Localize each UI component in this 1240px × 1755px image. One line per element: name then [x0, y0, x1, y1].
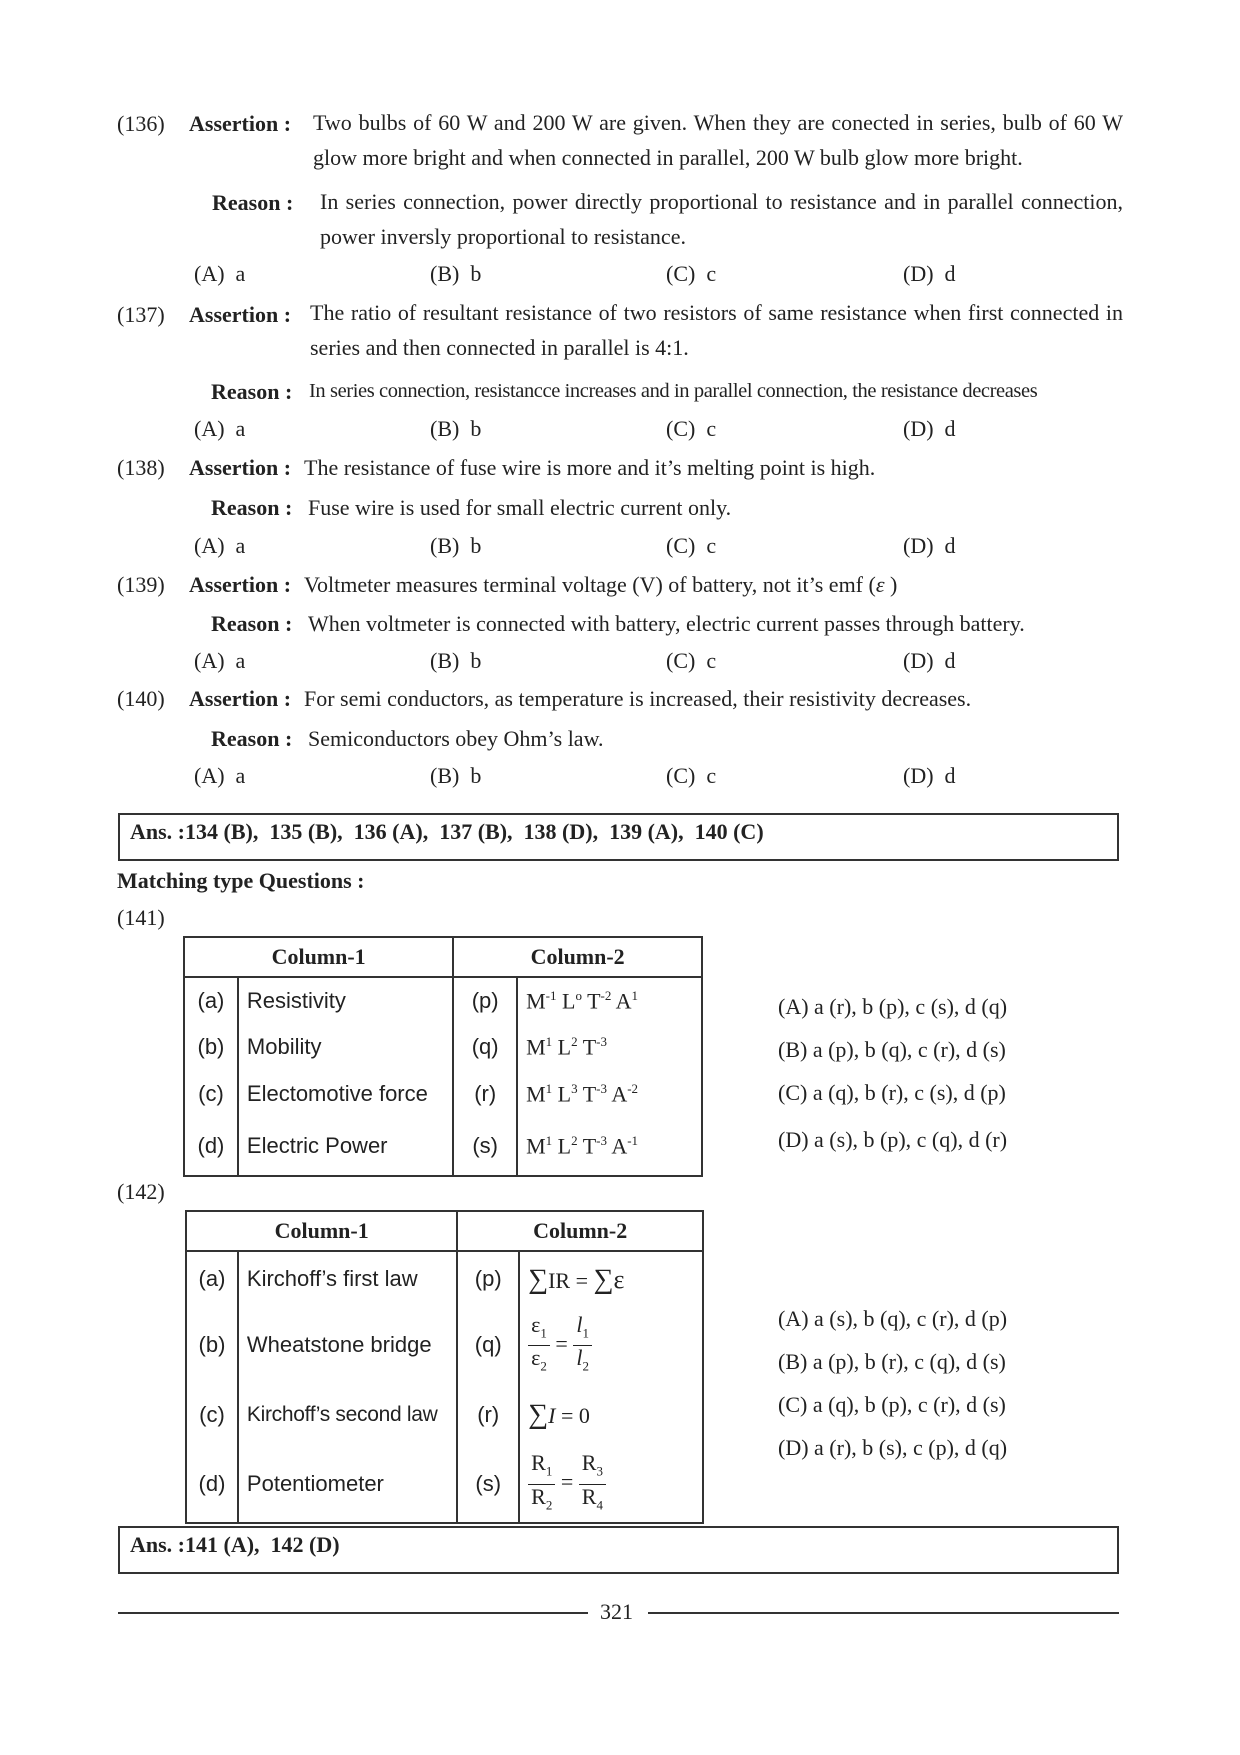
- reason-text: Fuse wire is used for small electric current only.: [308, 495, 732, 520]
- section-heading: Matching type Questions :: [117, 868, 365, 893]
- answer-box: [118, 813, 1119, 861]
- option-b: (B) b: [430, 763, 482, 788]
- footer-rule-left: [118, 1612, 588, 1614]
- choice: (D) a (s), b (p), c (q), d (r): [778, 1127, 1008, 1152]
- question-number: (139): [117, 572, 165, 597]
- reason-text: When voltmeter is connected with battery, electric current passes through battery.: [308, 611, 1025, 636]
- matching-table-141: [183, 936, 703, 1177]
- row-key: (s): [457, 1446, 519, 1523]
- column-1-header: Column-1: [184, 937, 453, 977]
- option-a: (A) a: [194, 763, 246, 788]
- choice: (B) a (p), b (q), c (r), d (s): [778, 1037, 1006, 1062]
- question-number: (138): [117, 455, 165, 480]
- option-b: (B) b: [430, 533, 482, 558]
- dimension-formula: $M^1$ $L^2$ $T^{-3}$ $A^{-1}$: [517, 1118, 702, 1176]
- reason-label: Reason :: [211, 726, 293, 751]
- option-d: (D) d: [903, 416, 956, 441]
- question-number: (142): [117, 1179, 165, 1204]
- dimension-formula: $M^{-1}$ $L^o$ $T^{-2}$ $A^1$: [517, 977, 702, 1024]
- option-a: (A) a: [194, 261, 246, 286]
- row-item: Mobility: [238, 1024, 453, 1071]
- option-c: (C) c: [666, 648, 717, 673]
- row-item: Kirchoff’s first law: [238, 1251, 457, 1307]
- dimension-formula: $M^1$ $L^2$ $T^{-3}$: [517, 1024, 702, 1071]
- assertion-text: The resistance of fuse wire is more and it’s melting point is high.: [304, 455, 876, 480]
- matching-table-142: [185, 1210, 704, 1524]
- answer-box: [118, 1526, 1119, 1574]
- row-key: (p): [453, 977, 517, 1024]
- option-b: (B) b: [430, 261, 482, 286]
- formula: ∑IR = ∑ε: [519, 1251, 703, 1307]
- option-a: (A) a: [194, 533, 246, 558]
- answer-text: Ans. :141 (A), 142 (D): [130, 1532, 340, 1557]
- assertion-text: For semi conductors, as temperature is increased, their resistivity decreases.: [304, 686, 972, 711]
- row-item: Electric Power: [238, 1118, 453, 1176]
- row-key: (q): [457, 1307, 519, 1384]
- formula: $\frac{R_1}{R_2}$ = $\frac{R_3}{R_4}$: [519, 1446, 703, 1523]
- row-key: (b): [186, 1307, 238, 1384]
- question-number: (136): [117, 111, 165, 136]
- choice: (C) a (q), b (p), c (r), d (s): [778, 1392, 1006, 1417]
- option-a: (A) a: [194, 648, 246, 673]
- question-number: (137): [117, 302, 165, 327]
- column-2-header: Column-2: [453, 937, 702, 977]
- row-key: (d): [186, 1446, 238, 1523]
- column-2-header: Column-2: [457, 1211, 703, 1251]
- reason-text: Semiconductors obey Ohm’s law.: [308, 726, 604, 751]
- option-d: (D) d: [903, 648, 956, 673]
- assertion-label: Assertion :: [189, 302, 292, 327]
- option-b: (B) b: [430, 416, 482, 441]
- row-item: Wheatstone bridge: [238, 1307, 457, 1384]
- choice: (A) a (s), b (q), c (r), d (p): [778, 1306, 1008, 1331]
- reason-label: Reason :: [211, 379, 293, 404]
- option-c: (C) c: [666, 416, 717, 441]
- reason-text: In series connection, power directly proportional to resistance and in parallel connection, power inversly proportional to resistance.: [320, 189, 1123, 249]
- question-number: (141): [117, 905, 165, 930]
- row-item: Electomotive force: [238, 1071, 453, 1118]
- assertion-label: Assertion :: [189, 111, 292, 136]
- option-d: (D) d: [903, 533, 956, 558]
- option-d: (D) d: [903, 261, 956, 286]
- reason-label: Reason :: [211, 495, 293, 520]
- row-key: (c): [186, 1384, 238, 1446]
- row-key: (a): [184, 977, 238, 1024]
- assertion-label: Assertion :: [189, 572, 292, 597]
- choice: (C) a (q), b (r), c (s), d (p): [778, 1080, 1006, 1105]
- assertion-label: Assertion :: [189, 686, 292, 711]
- answer-text: Ans. :134 (B), 135 (B), 136 (A), 137 (B), 138 (D), 139 (A), 140 (C): [130, 819, 764, 844]
- option-b: (B) b: [430, 648, 482, 673]
- emf-symbol: ε: [875, 572, 885, 597]
- row-item: Potentiometer: [238, 1446, 457, 1523]
- option-a: (A) a: [194, 416, 246, 441]
- choice: (B) a (p), b (r), c (q), d (s): [778, 1349, 1006, 1374]
- row-key: (d): [184, 1118, 238, 1176]
- dimension-formula: $M^1$ $L^3$ $T^{-3}$ $A^{-2}$: [517, 1071, 702, 1118]
- row-key: (p): [457, 1251, 519, 1307]
- formula: ∑I = 0: [519, 1384, 703, 1446]
- reason-label: Reason :: [211, 611, 293, 636]
- assertion-text: Voltmeter measures terminal voltage (V) of battery, not it’s emf (ε ): [304, 572, 898, 597]
- row-key: (s): [453, 1118, 517, 1176]
- reason-label: Reason :: [212, 190, 294, 215]
- option-c: (C) c: [666, 763, 717, 788]
- row-item: Kirchoff’s second law: [238, 1384, 457, 1446]
- footer-rule-right: [648, 1612, 1119, 1614]
- choice: (D) a (r), b (s), c (p), d (q): [778, 1435, 1008, 1460]
- assertion-label: Assertion :: [189, 455, 292, 480]
- reason-text: In series connection, resistancce increases and in parallel connection, the resistance decreases: [309, 380, 1038, 402]
- row-key: (a): [186, 1251, 238, 1307]
- assertion-text: Two bulbs of 60 W and 200 W are given. When they are conected in series, bulb of 60 W glow more bright and when connected in parallel, 200 W bulb glow more bright.: [313, 110, 1123, 170]
- option-c: (C) c: [666, 261, 717, 286]
- option-d: (D) d: [903, 763, 956, 788]
- question-number: (140): [117, 686, 165, 711]
- row-key: (c): [184, 1071, 238, 1118]
- page-number: 321: [600, 1599, 633, 1624]
- row-key: (r): [453, 1071, 517, 1118]
- row-key: (q): [453, 1024, 517, 1071]
- row-key: (b): [184, 1024, 238, 1071]
- option-c: (C) c: [666, 533, 717, 558]
- row-key: (r): [457, 1384, 519, 1446]
- choice: (A) a (r), b (p), c (s), d (q): [778, 994, 1008, 1019]
- formula: $\frac{\varepsilon_1}{\varepsilon_2}$ = $\frac{l_1}{l_2}$: [519, 1307, 703, 1384]
- assertion-text: The ratio of resultant resistance of two resistors of same resistance when first connected in series and then connected in parallel is 4:1.: [310, 300, 1123, 360]
- row-item: Resistivity: [238, 977, 453, 1024]
- column-1-header: Column-1: [186, 1211, 457, 1251]
